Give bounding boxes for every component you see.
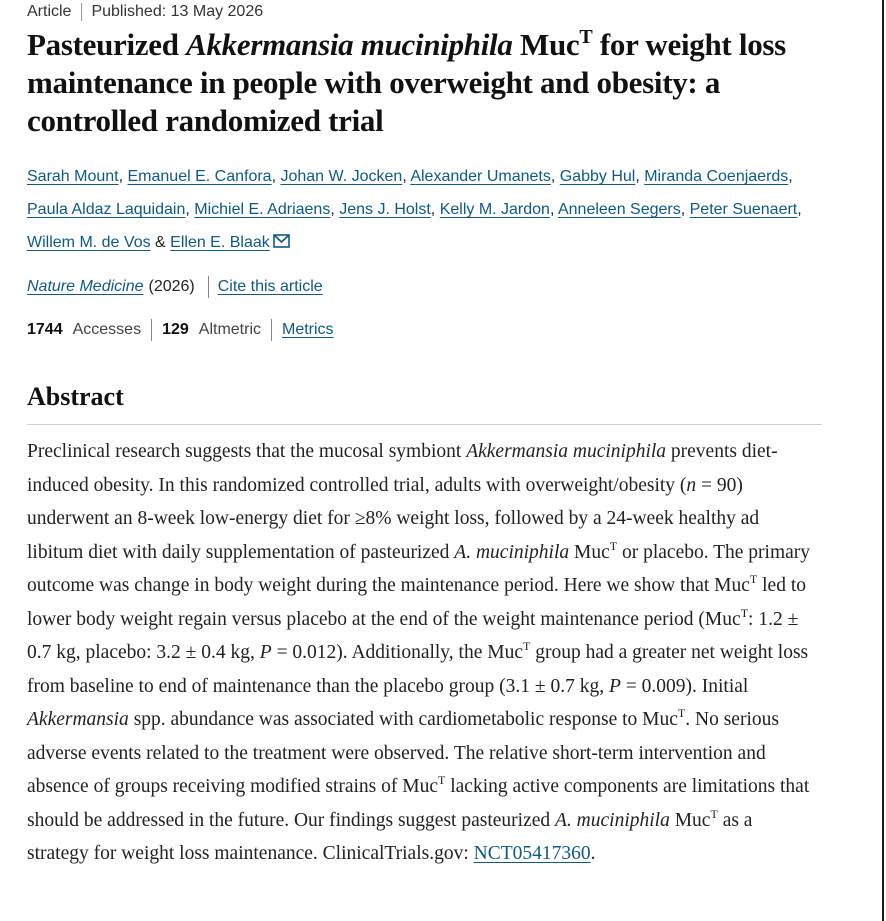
abstract-heading: Abstract — [27, 382, 124, 411]
title-superscript: T — [579, 26, 593, 48]
journal-info — [27, 276, 323, 298]
abstract-segment: or placebo. The primary outcome was change in body weight during the maintenance period. Here we show that Muc — [27, 541, 811, 596]
author-separator: , — [118, 168, 128, 185]
abstract-segment: = 0.009). Initial — [620, 675, 749, 697]
author-separator: , — [330, 201, 340, 218]
metrics-divider — [151, 319, 152, 341]
abstract-segment: Preclinical research suggests that the mucosal symbiont — [27, 441, 467, 462]
abstract-segment: Muc — [669, 809, 711, 831]
abstract-italic: P — [608, 675, 621, 697]
author-list — [27, 160, 827, 260]
cite-article-link[interactable]: Cite this article — [217, 278, 323, 295]
author-separator: , — [680, 201, 690, 218]
author-separator: , — [788, 168, 793, 185]
abstract-segment: group had a greater net weight loss from baseline to end of maintenance than the placebo group (3.1 ± 0.7 kg, — [27, 642, 809, 697]
abstract-segment: . No serious adverse events related to the treatment were observed. The relative short-term intervention and absence of groups receiving modified strains of Muc — [27, 709, 779, 797]
author-separator: , — [797, 201, 802, 218]
author-link[interactable]: Paula Aldaz Laquidain — [27, 201, 186, 218]
abstract-superscript: T — [438, 773, 446, 787]
meta-divider — [81, 3, 82, 21]
author-separator: , — [430, 201, 440, 218]
accesses-count: 1744 — [27, 321, 63, 338]
author-link[interactable]: Ellen E. Blaak — [170, 234, 270, 251]
article-title — [27, 26, 827, 140]
altmetric-count: 129 — [162, 321, 189, 338]
abstract-italic: Akkermansia — [27, 709, 129, 730]
author-and: & — [150, 234, 171, 251]
author-separator: , — [271, 168, 281, 185]
abstract-italic: P — [259, 642, 272, 663]
altmetric-label: Altmetric — [198, 321, 261, 338]
abstract-italic: Akkermansia muciniphila — [466, 441, 667, 462]
abstract-superscript: T — [710, 806, 718, 821]
author-link[interactable]: Kelly M. Jardon — [439, 201, 550, 218]
abstract-superscript: T — [609, 538, 618, 553]
author-link[interactable]: Miranda Coenjaerds — [644, 168, 789, 185]
journal-name: Nature Medicine — [27, 278, 144, 295]
author-link[interactable]: Gabby Hul — [559, 168, 636, 185]
abstract-italic: n — [686, 474, 697, 496]
abstract-segment: = 90) underwent an 8-week low-energy diet for ≥8% weight loss, followed by a 24-week healthy ad libitum diet with daily supplementation of pasteurized — [27, 474, 760, 563]
envelope-icon[interactable] — [273, 227, 290, 260]
article-type: Article — [27, 3, 72, 20]
abstract-segment: = 0.012). Additionally, the Muc — [271, 642, 523, 663]
author-separator: , — [635, 168, 645, 185]
author-link[interactable]: Emanuel E. Canfora — [127, 168, 272, 185]
abstract-italic: A. muciniphila — [454, 541, 570, 563]
title-organism: Akkermansia muciniphila — [186, 27, 513, 62]
author-link[interactable]: Michiel E. Adriaens — [194, 201, 331, 218]
clinical-trial-link[interactable]: NCT05417360 — [473, 843, 591, 864]
metrics-divider — [271, 319, 272, 341]
abstract-segment: prevents diet-induced obesity. In this randomized controlled trial, adults with overweight/obesity ( — [27, 441, 778, 496]
abstract-segment: : 1.2 ± 0.7 kg, placebo: 3.2 ± 0.4 kg, — [27, 608, 799, 663]
author-link[interactable]: Willem M. de Vos — [27, 234, 151, 251]
metrics-link[interactable]: Metrics — [282, 321, 334, 338]
author-separator: , — [549, 201, 558, 218]
author-link[interactable]: Alexander Umanets — [410, 168, 551, 185]
journal-year: (2026) — [148, 278, 195, 295]
author-link[interactable]: Jens J. Holst — [339, 201, 431, 218]
author-link[interactable]: Anneleen Segers — [557, 201, 681, 218]
author-separator: , — [185, 201, 195, 218]
article-meta — [27, 3, 263, 21]
author-link[interactable]: Sarah Mount — [27, 168, 119, 185]
title-part-2: Muc — [512, 27, 580, 62]
title-part-1: Pasteurized — [27, 27, 187, 62]
article-metrics — [27, 319, 334, 341]
abstract-segment: led to lower body weight regain versus placebo at the end of the weight maintenance period (Muc — [27, 575, 807, 630]
author-separator: , — [550, 168, 560, 185]
abstract-divider — [27, 424, 822, 425]
abstract-superscript: T — [522, 639, 531, 653]
published-date: Published: 13 May 2026 — [91, 3, 264, 20]
abstract-superscript: T — [677, 706, 686, 720]
author-separator: , — [402, 168, 411, 185]
abstract-segment: spp. abundance was associated with cardiometabolic response to Muc — [128, 709, 678, 730]
abstract-segment: lacking active components are limitations that should be addressed in the future. Our findings suggest pasteurized — [27, 776, 810, 831]
journal-name-link[interactable] — [27, 278, 144, 296]
author-link[interactable]: Peter Suenaert — [689, 201, 798, 218]
abstract-segment: . — [590, 843, 596, 864]
abstract-segment: Muc — [569, 541, 610, 563]
author-link[interactable]: Johan W. Jocken — [280, 168, 403, 185]
abstract-superscript: T — [749, 572, 758, 586]
title-part-3: for weight loss maintenance in people with overweight and obesity: a controlled randomized trial — [27, 27, 786, 138]
journal-divider — [208, 276, 209, 298]
abstract-segment: as a strategy for weight loss maintenance. ClinicalTrials.gov: — [27, 809, 753, 864]
accesses-label: Accesses — [72, 321, 142, 338]
abstract-italic: A. muciniphila — [555, 809, 670, 831]
abstract-text — [27, 435, 819, 871]
abstract-superscript: T — [740, 605, 749, 620]
